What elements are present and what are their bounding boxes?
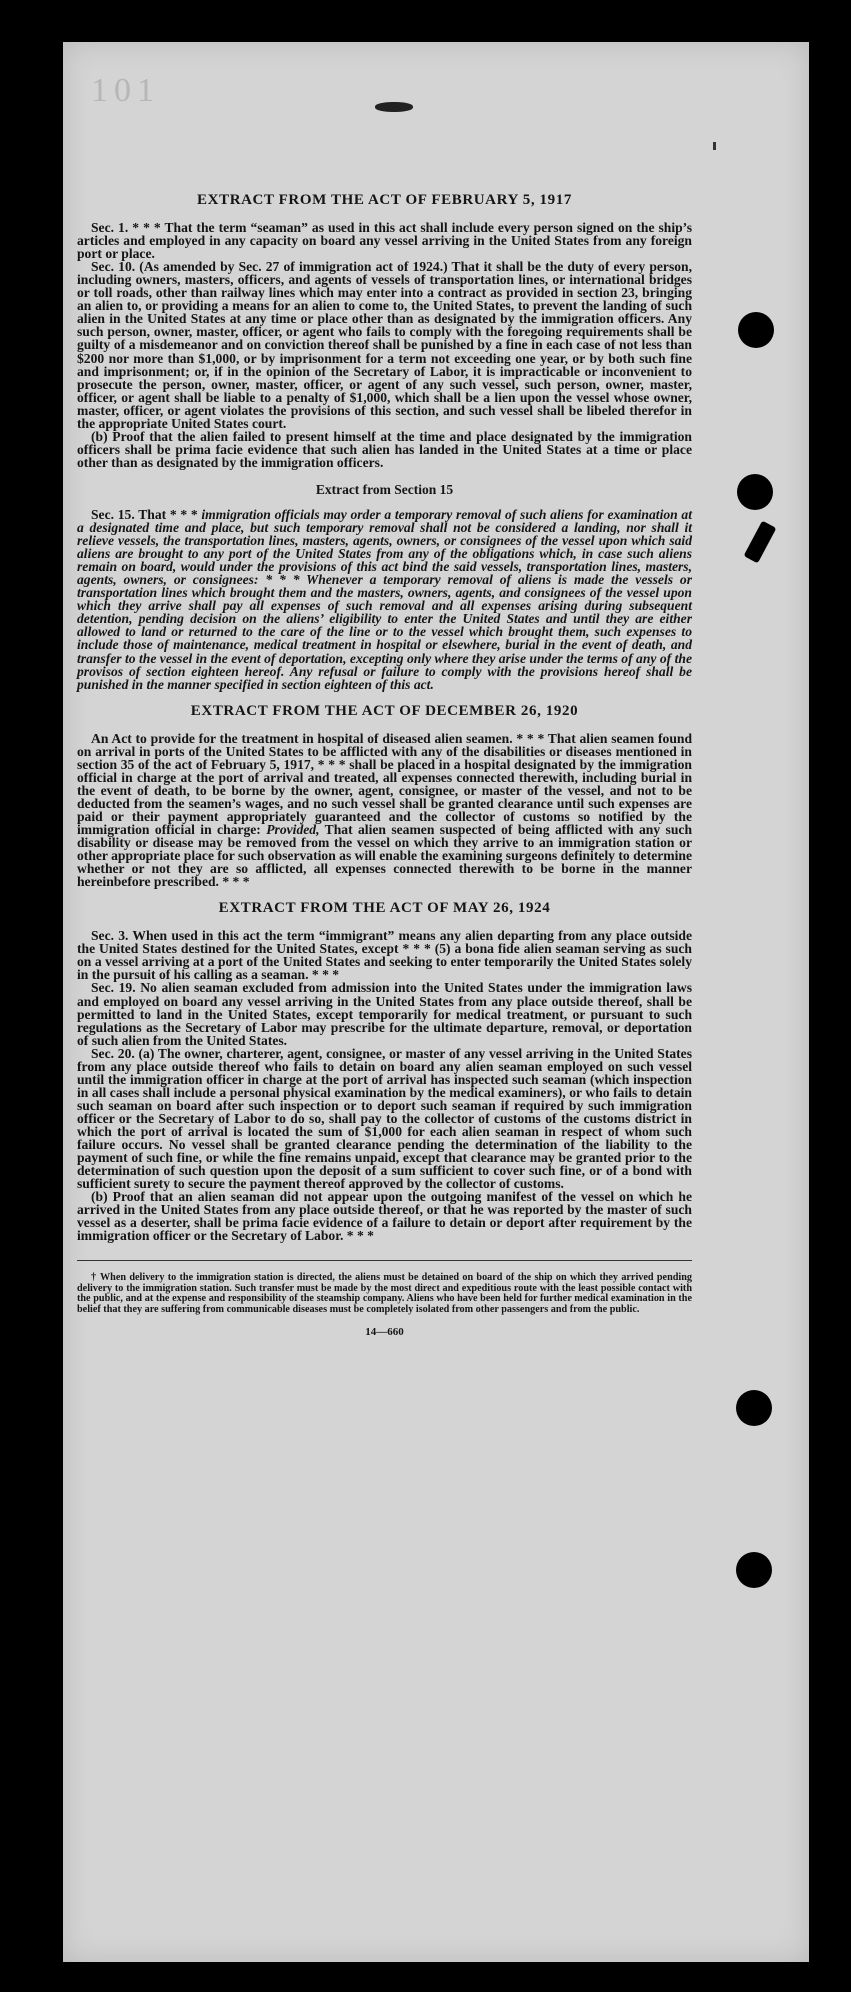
sec-15-italic-text: immigration officials may order a temporary removal of such aliens for examination at a designated time and place, but such temporary removal shall not be considered a landing, nor shall it relieve vessels, the transportation lines, masters, agents, owners, or consignees of the vessel upon which said aliens are brought to any port of the United States from any of the obligations which, in case such aliens remain on board, would under the provisions of this act bind the said vessels, transportation lines, masters, agents, owners, or consignees: * * * Whenever a temporary removal of aliens is made the vessels or transportation lines which brought them and the masters, owners, agents, and consignees of the vessel upon which they arrive shall pay all expenses of such removal and all expenses arising during subsequent detention, pending decision on the aliens’ eligibility to enter the United States and until they are either allowed to land or returned to the care of the line or to the vessel which brought them, such expenses to include those of maintenance, medical treatment in hospital or elsewhere, burial in the event of death, and transfer to the vessel in the event of deportation, excepting only where they arise under the terms of any of the provisos of section eighteen hereof. Any refusal or failure to comply with the provisions hereof shall be punished in the manner specified in section eighteen of this act. <box>77 506 692 692</box>
bleed-through-number: 101 <box>91 72 160 109</box>
provided-word: Provided, <box>266 822 320 838</box>
form-number: 14—660 <box>365 1325 404 1338</box>
paragraph-sec-20a: Sec. 20. (a) The owner, charterer, agent, consignee, or master of any vessel arriving in the United States from any place outside thereof who fails to detain on board any alien seaman employed on such vessel until the immigration officer in charge at the port of arrival has inspected such seaman (which inspection in all cases shall include a personal physical examination by the medical examiners), or who fails to detain such seaman on board after such inspection or to deport such seaman if required by such immigration officer or the Secretary of Labor to do so, shall pay to the collector of customs of the customs district in which the port of arrival is located the sum of $1,000 for each alien seaman in respect of whom such failure occurs. No vessel shall be granted clearance pending the determination of the liability to the payment of such fine, or while the fine remains unpaid, except that clearance may be granted prior to the determination of such question upon the deposit of a sum sufficient to cover such fine, or of a bond with sufficient surety to secure the payment thereof approved by the collector of customs. <box>77 1045 692 1192</box>
punch-hole-2 <box>737 474 773 510</box>
paragraph-sec-10: Sec. 10. (As amended by Sec. 27 of immigration act of 1924.) That it shall be the duty of every person, including owners, masters, officers, and agents of vessels of transportation lines, or international bridges or toll roads, other than railway lines which may enter into a contract as provided in section 23, bringing an alien to, or providing a means for an alien to come to, the United States, to prevent the landing of such alien in the United States at any time or place other than as designated by the immigration officers. Any such person, owner, master, officer, or agent who fails to comply with the foregoing requirements shall be guilty of a misdemeanor and on conviction thereof shall be punished by a fine in each case of not less than $200 nor more than $1,000, or by imprisonment for a term not exceeding one year, or by both such fine and imprisonment; or, if in the opinion of the Secretary of Labor, it is impracticable or inconvenient to prosecute the person, owner, master, officer, or agent of any such vessel, such person, owner, master, officer, or agent shall be liable to a penalty of $1,000, which shall be a lien upon the vessel whose owner, master, officer, or agent violates the provisions of this section, and such vessel shall be libeled therefor in the appropriate United States court. <box>77 259 692 431</box>
footnote-divider <box>77 1260 692 1261</box>
punch-hole-4 <box>736 1552 772 1588</box>
sec-15-lead: Sec. 15. That * * * <box>91 506 202 522</box>
document-text <box>77 194 692 1339</box>
section-15 <box>77 508 692 691</box>
paragraph-sec-1: Sec. 1. * * * That the term “seaman” as used in this act shall include every person signed on the ship’s articles and employed in any capacity on board any vessel arriving in the United States from any foreign port or place. <box>77 220 692 262</box>
section-act-1920 <box>77 732 692 889</box>
paragraph-sec-20b: (b) Proof that an alien seaman did not appear upon the outgoing manifest of the vessel on which he arrived in the United States from any place outside thereof, or that he was reported by the master of such vessel as a deserter, shall be prima facie evidence of a failure to detain or deport after requirement by the immigration officer or the Secretary of Labor. * * * <box>77 1189 692 1244</box>
section-act-1917 <box>77 221 692 469</box>
punch-hole-3 <box>736 1390 772 1426</box>
paragraph-sec-3: Sec. 3. When used in this act the term “immigrant” means any alien departing from any place outside the United States destined for the United States, except * * * (5) a bona fide alien seaman serving as such on a vessel arriving at a port of the United States and seeking to enter temporarily the United States solely in the pursuit of his calling as a seaman. * * * <box>77 928 692 983</box>
paragraph-hospital-seamen <box>77 732 692 889</box>
act-1920-text: An Act to provide for the treatment in hospital of diseased alien seamen. * * * That alien seamen found on arrival in ports of the United States to be afflicted with any of the disabilities or diseases mentioned in section 35 of the act of February 5, 1917, * * * shall be placed in a hospital designated by the immigration official in charge at the port of arrival and treated, all expenses connected therewith, including burial in the event of death, to be borne by the owner, agent, consignee, or master of the vessel, and not to be deducted from the seamen’s wages, and no such vessel shall be granted clearance until such expenses are paid or their payment appropriately guaranteed and the collector of customs so notified by the immigration official in charge: <box>77 730 692 838</box>
footnote: † When delivery to the immigration station is directed, the aliens must be detained on board of the ship on which they arrived pending delivery to the immigration station. Such transfer must be made by the most direct and expeditious route with the least possible contact with the public, and at the expense and responsibility of the steamship company. Aliens who have been held for further medical examination in the belief that they are suffering from communicable diseases must be completely isolated from other passengers and from the public. <box>77 1272 692 1315</box>
heading-act-1917: EXTRACT FROM THE ACT OF FEBRUARY 5, 1917 <box>197 192 572 208</box>
ink-smudge <box>375 102 413 112</box>
heading-act-1920: EXTRACT FROM THE ACT OF DECEMBER 26, 1920 <box>190 702 579 719</box>
paragraph-sec-19: Sec. 19. No alien seaman excluded from admission into the United States under the immigration laws and employed on board any vessel arriving in the United States from any place outside thereof, shall be permitted to land in the United States, except temporarily for medical treatment, or pursuant to such regulations as the Secretary of Labor may prescribe for the ultimate departure, removal, or deportation of such alien from the United States. <box>77 980 692 1048</box>
section-act-1924 <box>77 929 692 1242</box>
heading-act-1924: EXTRACT FROM THE ACT OF MAY 26, 1924 <box>218 900 551 917</box>
heading-section-15: Extract from Section 15 <box>315 481 454 497</box>
paragraph-sec-15 <box>77 508 692 691</box>
act-1920-text-end: That alien seamen suspected of being afflicted with any such disability or disease may be removed from the vessel on which they arrive to an immigration station or other appropriate place for such observation as will enable the examining surgeons definitely to determine whether or not they are so afflicted, all expenses connected therewith to be borne in the manner hereinbefore prescribed. * * * <box>77 822 692 890</box>
punch-hole-1 <box>738 312 774 348</box>
ink-mark <box>713 142 716 150</box>
paragraph-proof-landing: (b) Proof that the alien failed to present himself at the time and place designated by the immigration officers shall be prima facie evidence that such alien has landed in the United States at a time or place other than as designated by the immigration officers. <box>77 428 692 470</box>
